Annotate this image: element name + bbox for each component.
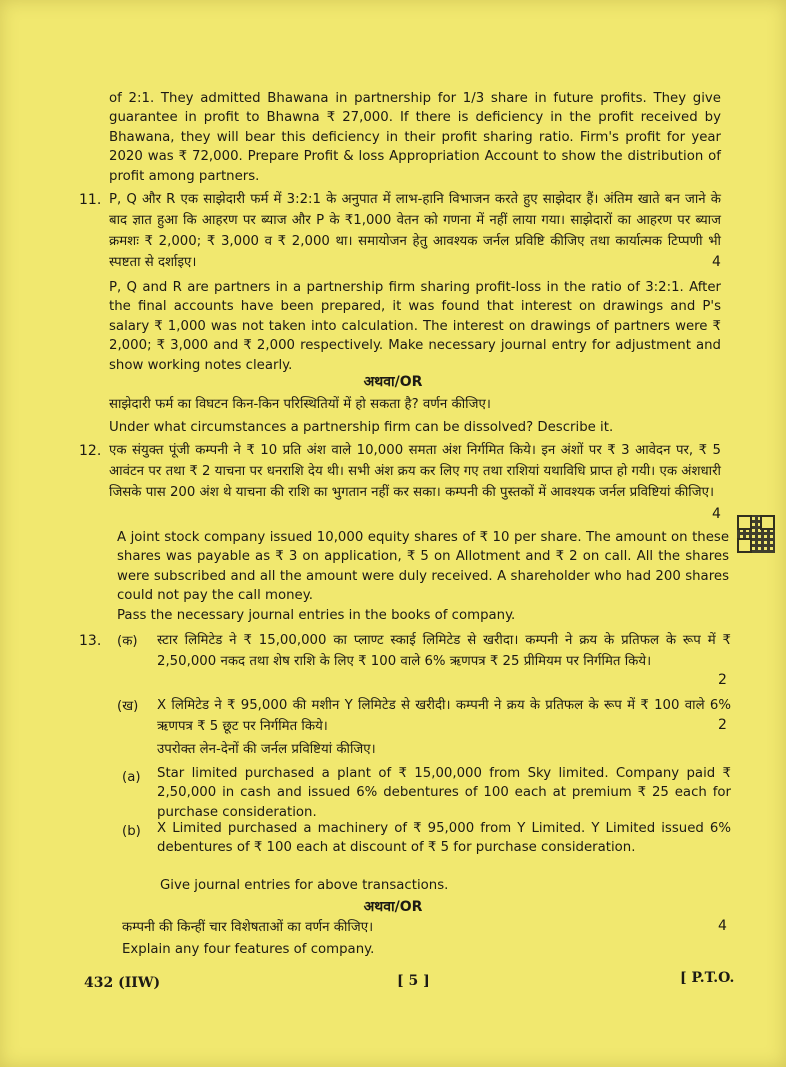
q11-or-label: अथवा/OR [363, 374, 423, 390]
q11-hindi: P, Q और R एक साझेदारी फर्म में 3:2:1 के अनुपात में लाभ-हानि विभाजन करते हुए साझेदार हैं। अंतिम खाते बन जाने के बाद ज्ञात हुआ कि आहरण पर ब्याज और P के ₹1,000 वेतन को गणना में नहीं लाया गया। साझेदारों का आहरण पर ब्याज क्रमशः ₹ 2,000; ₹ 3,000 व ₹ 2,000 था। समायोजन हेतु आवश्यक जर्नल प्रविष्टि कीजिए तथा कार्यात्मक टिप्पणी भी स्पष्टता से दर्शाइए। [109, 192, 721, 270]
qr-code-icon [737, 515, 775, 553]
q13-b-hindi: X लिमिटेड ने ₹ 95,000 की मशीन Y लिमिटेड से खरीदी। कम्पनी ने क्रय के प्रतिफल के रूप में ₹ 100 वाले 6% ऋणपत्र ₹ 5 छूट पर निर्गमित किये। [157, 698, 731, 734]
q13-b-label-english: (b) [122, 824, 141, 839]
q13-or-label: अथवा/OR [363, 899, 423, 915]
q13-b-marks: 2 [718, 717, 727, 733]
q11-marks: 4 [712, 254, 721, 270]
q13-b-english: X Limited purchased a machinery of ₹ 95,000 from Y Limited. Y Limited issued 6% debentures of ₹ 100 each at discount of ₹ 5 for purchase consideration. [157, 821, 731, 856]
footer-paper-code: 432 (IIW) [84, 975, 161, 991]
q13-or-hindi: कम्पनी की किन्हीं चार विशेषताओं का वर्णन कीजिए। [122, 920, 374, 935]
q13-b-label-hindi: (ख) [117, 699, 139, 714]
q13-a-hindi: स्टार लिमिटेड ने ₹ 15,00,000 का प्लाण्ट स्काई लिमिटेड से खरीदा। कम्पनी ने क्रय के प्रतिफल के रूप में ₹ 2,50,000 नकद तथा शेष राशि के लिए ₹ 100 वाले 6% ऋणपत्र ₹ 25 प्रीमियम पर निर्गमित किये। [157, 633, 731, 669]
q13-or-english: Explain any four features of company. [122, 942, 375, 957]
q13-a-marks: 2 [718, 672, 727, 688]
q13-a-english: Star limited purchased a plant of ₹ 15,00,000 from Sky limited. Company paid ₹ 2,50,000 in cash and issued 6% debentures of 100 each at premium ₹ 25 each for purchase consideration. [157, 766, 731, 820]
q11-or-hindi: साझेदारी फर्म का विघटन किन-किन परिस्थितियों में हो सकता है? वर्णन कीजिए। [109, 397, 491, 412]
q11-or-english: Under what circumstances a partnership firm can be dissolved? Describe it. [109, 420, 614, 435]
q13-hindi-instruction: उपरोक्त लेन-देनों की जर्नल प्रविष्टियां कीजिए। [157, 742, 376, 757]
q13-english-instruction: Give journal entries for above transactions. [160, 878, 449, 893]
q12-english: A joint stock company issued 10,000 equity shares of ₹ 10 per share. The amount on these shares was payable as ₹ 3 on application, ₹ 5 on Allotment and ₹ 2 on call. All the shares were subscribed and all the amount were duly received. A shareholder who had 200 shares could not pay the call money. [117, 530, 729, 604]
q13-number: 13. [79, 633, 102, 649]
q12-marks: 4 [712, 506, 721, 522]
footer-page-number: [ 5 ] [397, 973, 430, 989]
q10-continuation: of 2:1. They admitted Bhawana in partnership for 1/3 share in future profits. They give guarantee in profit to Bhawna ₹ 27,000. If there is deficiency in the profit received by Bhawana, they will bear this deficiency in their profit sharing ratio. Firm's profit for year 2020 was ₹ 72,000. Prepare Profit & loss Appropriation Account to show the distribution of profit among partners. [109, 91, 721, 184]
q12-number: 12. [79, 443, 102, 459]
q12-english-last: Pass the necessary journal entries in the books of company. [117, 608, 516, 623]
q12-hindi: एक संयुक्त पूंजी कम्पनी ने ₹ 10 प्रति अंश वाले 10,000 समता अंश निर्गमित किये। इन अंशों पर ₹ 3 आवेदन पर, ₹ 5 आवंटन पर तथा ₹ 2 याचना पर धनराशि देय थी। सभी अंश क्रय कर लिए गए तथा राशियां यथाविधि प्राप्त हो गयी। एक अंशधारी जिसके पास 200 अंश थे याचना की राशि का भुगतान नहीं कर सका। कम्पनी की पुस्तकों में आवश्यक जर्नल प्रविष्टियां कीजिए। [109, 443, 721, 500]
q13-or-marks: 4 [718, 918, 727, 934]
q11-number: 11. [79, 192, 102, 208]
q13-a-label-english: (a) [122, 770, 141, 785]
q13-a-label-hindi: (क) [117, 634, 138, 649]
footer-pto: [ P.T.O. [680, 970, 735, 986]
q11-english: P, Q and R are partners in a partnership firm sharing profit-loss in the ratio of 3:2:1. After the final accounts have been prepared, it was found that interest on drawings and P's salary ₹ 1,000 was not taken into calculation. The interest on drawings of partners were ₹ 2,000; ₹ 3,000 and ₹ 2,000 respectively. Make necessary journal entry for adjustment and show working notes clearly. [109, 280, 721, 373]
